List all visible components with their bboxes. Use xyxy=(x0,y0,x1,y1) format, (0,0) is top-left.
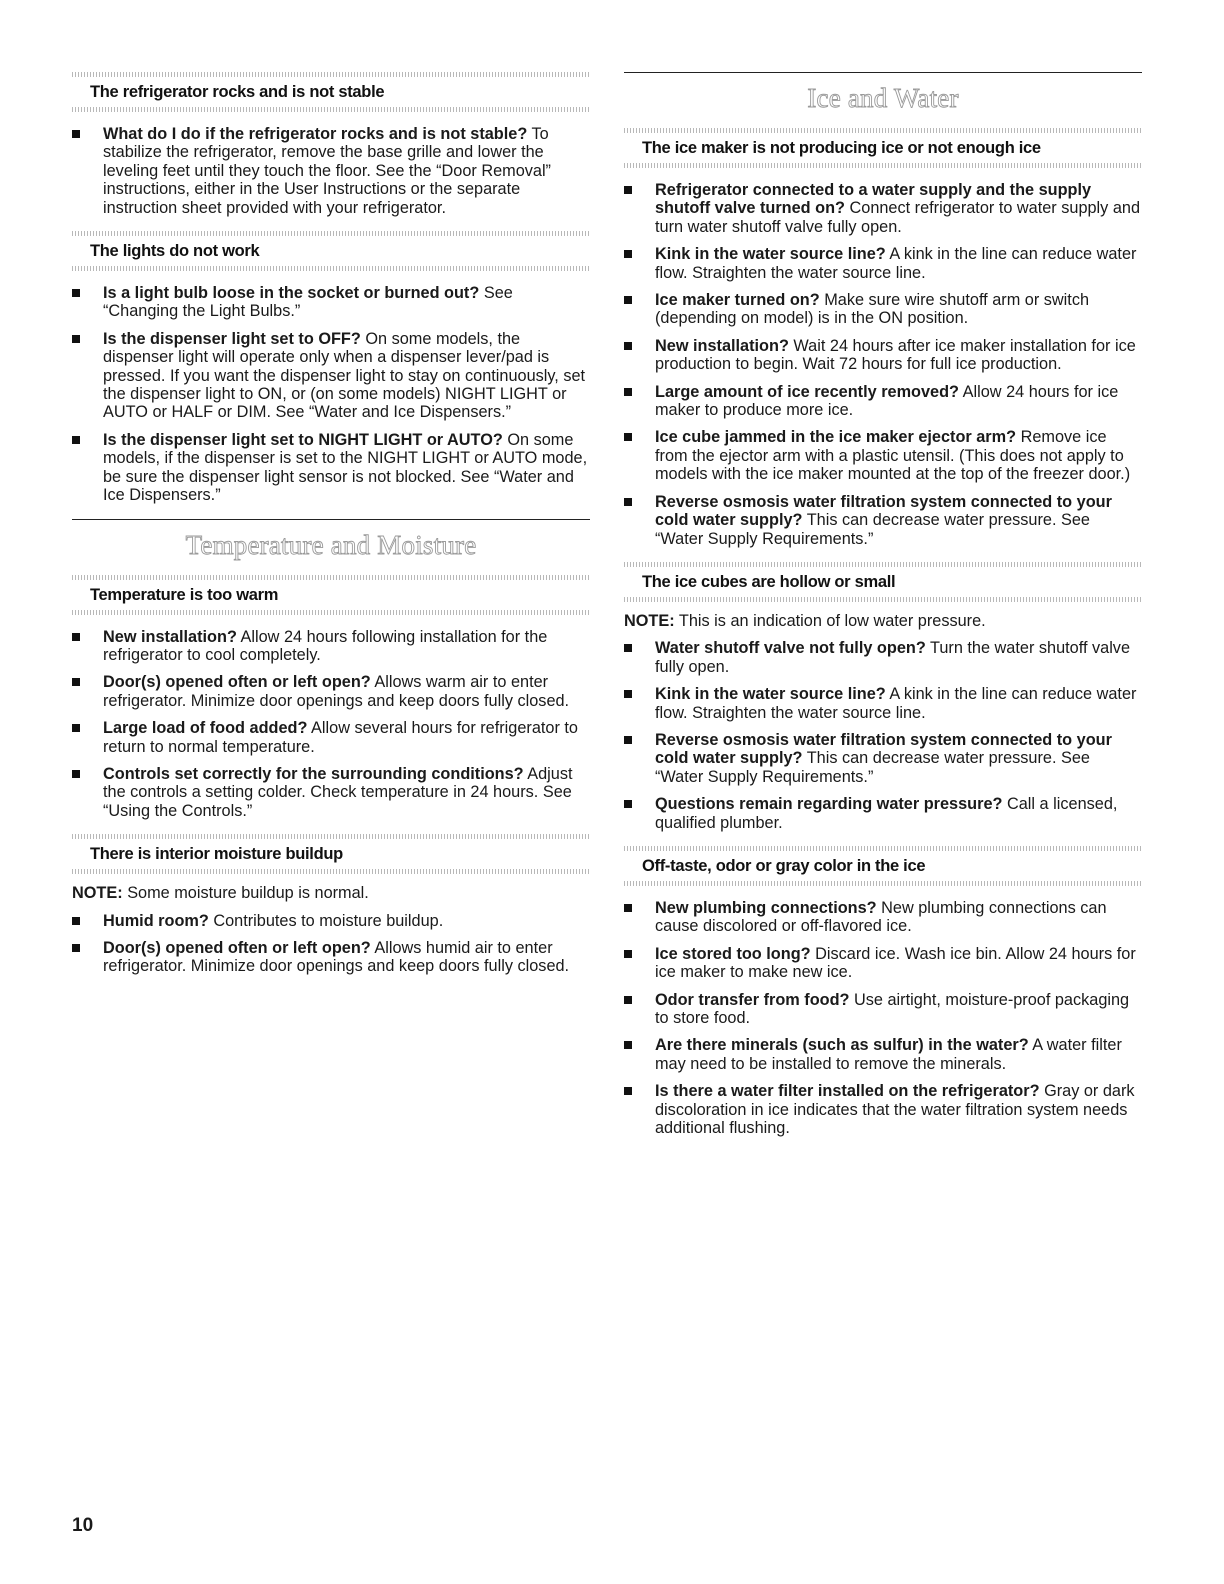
subheading-title: The ice maker is not producing ice or not enough ice xyxy=(642,139,1041,157)
question-text: Is the dispenser light set to NIGHT LIGHT or AUTO? xyxy=(103,430,503,449)
list-item xyxy=(624,991,1142,1028)
note xyxy=(72,884,590,902)
list-item xyxy=(624,428,1142,483)
question-list xyxy=(624,899,1142,1137)
question-text: Door(s) opened often or left open? xyxy=(103,938,371,957)
answer-text: Wait 24 hours after ice maker installation for ice production to begin. Wait 72 hours for full ice production. xyxy=(655,336,1136,374)
subheading-title: The ice cubes are hollow or small xyxy=(642,572,896,591)
section-too-warm xyxy=(72,575,590,821)
answer-text: Adjust the controls a setting colder. Check temperature in 24 hours. See “Using the Controls.” xyxy=(103,764,573,820)
question-text: Ice cube jammed in the ice maker ejector arm? xyxy=(655,428,1017,447)
section-not-producing xyxy=(624,128,1142,548)
question-list xyxy=(72,284,590,504)
bullet-icon xyxy=(72,436,80,444)
section-hollow xyxy=(624,562,1142,832)
answer-text: A water filter may need to be installed to remove the minerals. xyxy=(655,1036,1122,1073)
subheading xyxy=(72,231,590,271)
bullet-icon xyxy=(624,950,632,958)
question-text: New installation? xyxy=(103,627,237,646)
question-text: Refrigerator connected to a water supply and the supply shutoff valve turned on? xyxy=(655,181,1092,218)
bullet-icon xyxy=(72,770,80,778)
question-text: New plumbing connections? xyxy=(655,898,877,917)
bullet-icon xyxy=(624,296,632,304)
question-list xyxy=(72,125,590,217)
answer-text: Gray or dark discoloration in ice indicates that the water filtration system needs additional flushing. xyxy=(655,1082,1135,1138)
section-moisture xyxy=(72,834,590,976)
question-text: Kink in the water source line? xyxy=(655,245,886,264)
hatch-divider xyxy=(72,610,590,615)
bullet-icon xyxy=(624,736,632,744)
answer-text: New plumbing connections can cause discolored or off-flavored ice. xyxy=(655,898,1107,936)
answer-text: Make sure wire shutoff arm or switch (depending on model) is in the ON position. xyxy=(655,291,1090,328)
bullet-icon xyxy=(624,996,632,1004)
section-off-taste xyxy=(624,846,1142,1137)
left-column xyxy=(72,72,590,990)
answer-text: Turn the water shutoff valve fully open. xyxy=(655,639,1131,676)
bullet-icon xyxy=(624,800,632,808)
page-number: 10 xyxy=(72,1515,94,1536)
list-item xyxy=(72,939,590,976)
note-text: This is an indication of low water pressure. xyxy=(678,611,986,630)
bullet-icon xyxy=(624,433,632,441)
list-item xyxy=(72,912,590,930)
bullet-icon xyxy=(624,186,632,194)
section-title: Ice and Water xyxy=(807,83,959,113)
note-text: Some moisture buildup is normal. xyxy=(127,884,369,903)
question-text: Kink in the water source line? xyxy=(655,685,886,704)
list-item xyxy=(72,628,590,665)
question-text: What do I do if the refrigerator rocks and is not stable? xyxy=(103,125,528,143)
hatch-divider xyxy=(624,597,1142,602)
question-text: Door(s) opened often or left open? xyxy=(103,673,371,692)
bullet-icon xyxy=(624,498,632,506)
list-item xyxy=(72,330,590,422)
subheading xyxy=(72,575,590,615)
right-column xyxy=(624,72,1142,1151)
answer-text: This can decrease water pressure. See “Water Supply Requirements.” xyxy=(655,749,1090,786)
bullet-icon xyxy=(72,678,80,686)
section-header-temperature xyxy=(72,519,590,569)
subheading xyxy=(624,562,1142,602)
question-text: Humid room? xyxy=(103,911,209,930)
bullet-icon xyxy=(72,335,80,343)
bullet-icon xyxy=(624,1087,632,1095)
bullet-icon xyxy=(624,1041,632,1049)
bullet-icon xyxy=(72,917,80,925)
list-item xyxy=(624,685,1142,722)
question-text: Water shutoff valve not fully open? xyxy=(655,639,926,658)
hatch-divider xyxy=(72,869,590,874)
list-item xyxy=(624,639,1142,676)
section-header-ice-water xyxy=(624,72,1142,122)
answer-text: To stabilize the refrigerator, remove the base grille and lower the leveling feet until they touch the floor. See the “Door Removal” instructions, either in the User Instructions or the separate instruction sheet provided with your refrigerator. xyxy=(103,125,551,217)
answer-text: See “Changing the Light Bulbs.” xyxy=(103,284,513,321)
list-item xyxy=(624,731,1142,786)
section-lights xyxy=(72,231,590,504)
subheading xyxy=(72,72,590,112)
bullet-icon xyxy=(624,250,632,258)
list-item xyxy=(624,181,1142,236)
list-item xyxy=(624,245,1142,282)
question-text: Ice stored too long? xyxy=(655,944,811,963)
note-label: NOTE: xyxy=(624,611,675,630)
list-item xyxy=(624,291,1142,328)
subheading-title: There is interior moisture buildup xyxy=(90,845,343,864)
bullet-icon xyxy=(624,388,632,396)
question-text: Is the dispenser light set to OFF? xyxy=(103,329,361,348)
bullet-icon xyxy=(624,644,632,652)
answer-text: A kink in the line can reduce water flow. Straighten the water source line. xyxy=(655,245,1137,282)
question-text: Large load of food added? xyxy=(103,719,308,738)
question-text: New installation? xyxy=(655,336,789,355)
question-text: Reverse osmosis water filtration system connected to your cold water supply? xyxy=(655,492,1112,530)
bullet-icon xyxy=(72,724,80,732)
answer-text: Remove ice from the ejector arm with a plastic utensil. (This does not apply to models with the ice maker mounted at the top of the freezer door.) xyxy=(655,428,1131,484)
answer-text: A kink in the line can reduce water flow. Straighten the water source line. xyxy=(655,685,1137,722)
answer-text: Allow 24 hours for ice maker to produce more ice. xyxy=(655,382,1119,420)
list-item xyxy=(624,899,1142,936)
bullet-icon xyxy=(72,633,80,641)
answer-text: Contributes to moisture buildup. xyxy=(213,911,444,930)
answer-text: Call a licensed, qualified plumber. xyxy=(655,795,1118,832)
list-item xyxy=(72,673,590,710)
question-text: Is a light bulb loose in the socket or burned out? xyxy=(103,284,480,303)
subheading xyxy=(624,128,1142,168)
section-rocks xyxy=(72,72,590,217)
question-list xyxy=(72,628,590,821)
question-text: Questions remain regarding water pressure? xyxy=(655,795,1003,814)
question-text: Controls set correctly for the surrounding conditions? xyxy=(103,764,524,783)
list-item xyxy=(72,765,590,820)
subheading-title: The refrigerator rocks and is not stable xyxy=(90,83,385,101)
hatch-divider xyxy=(624,881,1142,886)
list-item xyxy=(624,337,1142,374)
hatch-divider xyxy=(624,163,1142,168)
bullet-icon xyxy=(624,904,632,912)
question-text: Large amount of ice recently removed? xyxy=(655,382,960,401)
subheading xyxy=(72,834,590,874)
question-text: Is there a water filter installed on the refrigerator? xyxy=(655,1082,1040,1101)
answer-text: Allow several hours for refrigerator to return to normal temperature. xyxy=(103,719,578,756)
list-item xyxy=(72,431,590,505)
bullet-icon xyxy=(72,944,80,952)
note-label: NOTE: xyxy=(72,884,123,903)
subheading-title: Temperature is too warm xyxy=(90,585,279,604)
subheading xyxy=(624,846,1142,886)
question-text: Ice maker turned on? xyxy=(655,291,820,310)
question-list xyxy=(72,912,590,976)
question-list xyxy=(624,639,1142,832)
bullet-icon xyxy=(72,289,80,297)
subheading-title: The lights do not work xyxy=(90,242,260,261)
section-title: Temperature and Moisture xyxy=(185,529,477,560)
list-item xyxy=(72,284,590,321)
answer-text: On some models, the dispenser light will operate only when a dispenser lever/pad is pressed. If you want the dispenser light to stay on continuously, set the dispenser light to ON, or (on some models) NIGHT LIGHT or AUTO or HALF or DIM. See “Water and Ice Dispensers.” xyxy=(103,329,586,422)
bullet-icon xyxy=(624,342,632,350)
hatch-divider xyxy=(72,107,590,112)
answer-text: Allows humid air to enter refrigerator. Minimize door openings and keep doors fully closed. xyxy=(103,938,570,976)
answer-text: On some models, if the dispenser is set to the NIGHT LIGHT or AUTO mode, be sure the dispenser light sensor is not blocked. See “Water and Ice Dispensers.” xyxy=(103,430,588,505)
question-text: Odor transfer from food? xyxy=(655,990,850,1009)
bullet-icon xyxy=(72,130,80,138)
list-item xyxy=(624,383,1142,420)
note xyxy=(624,612,1142,630)
question-text: Are there minerals (such as sulfur) in the water? xyxy=(655,1036,1029,1055)
answer-text: Use airtight, moisture-proof packaging to store food. xyxy=(655,990,1130,1027)
list-item xyxy=(624,1036,1142,1073)
answer-text: Allow 24 hours following installation for the refrigerator to cool completely. xyxy=(103,627,548,664)
list-item xyxy=(72,125,590,217)
list-item xyxy=(624,945,1142,982)
list-item xyxy=(624,795,1142,832)
list-item xyxy=(624,1082,1142,1137)
list-item xyxy=(624,493,1142,548)
question-text: Reverse osmosis water filtration system connected to your cold water supply? xyxy=(655,730,1112,768)
question-list xyxy=(624,181,1142,548)
subheading-title: Off-taste, odor or gray color in the ice xyxy=(642,856,926,875)
hatch-divider xyxy=(72,266,590,271)
bullet-icon xyxy=(624,690,632,698)
answer-text: Allows warm air to enter refrigerator. Minimize door openings and keep doors fully closed. xyxy=(103,673,570,710)
answer-text: Connect refrigerator to water supply and turn water shutoff valve fully open. xyxy=(655,199,1141,236)
list-item xyxy=(72,719,590,756)
answer-text: This can decrease water pressure. See “Water Supply Requirements.” xyxy=(655,511,1090,548)
answer-text: Discard ice. Wash ice bin. Allow 24 hours for ice maker to make new ice. xyxy=(655,944,1136,982)
